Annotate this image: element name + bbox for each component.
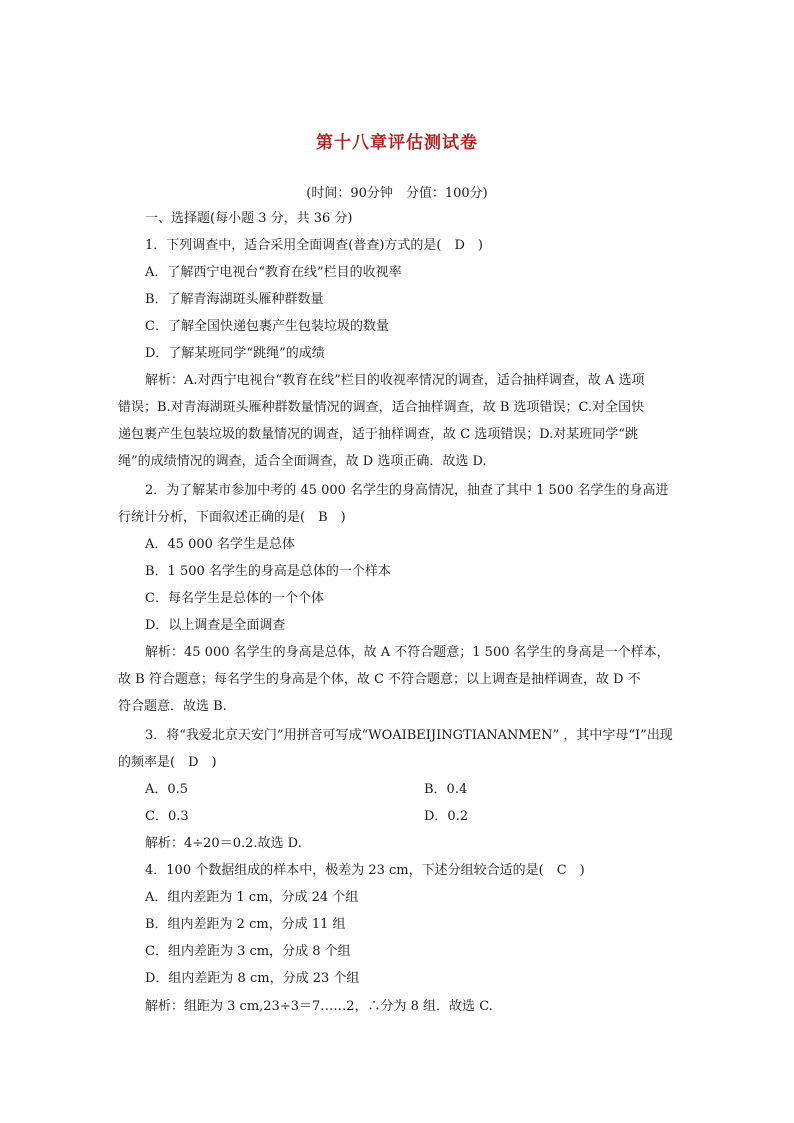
q4-option-d: D．组内差距为 8 cm，分成 23 个组 bbox=[145, 971, 360, 986]
q2-stem-1: 2．为了解某市参加中考的 45 000 名学生的身高情况，抽查了其中 1 500 名学生的身高进 bbox=[145, 483, 669, 498]
q1-explanation-3: 递包裹产生包装垃圾的数量情况的调查，适于抽样调查，故 C 选项错误；D.对某班同学“跳 bbox=[118, 427, 638, 442]
q2-explanation-2: 故 B 符合题意；每名学生的身高是个体，故 C 不符合题意；以上调查是抽样调查，故 D 不 bbox=[118, 672, 641, 687]
q4-option-a: A．组内差距为 1 cm，分成 24 个组 bbox=[145, 890, 359, 905]
q3-option-b: B．0.4 bbox=[424, 782, 468, 797]
q2-explanation-3: 符合题意．故选 B. bbox=[118, 699, 227, 714]
q4-option-c: C．组内差距为 3 cm，分成 8 个组 bbox=[145, 944, 351, 959]
section-heading: 一、选择题(每小题 3 分，共 36 分) bbox=[145, 211, 353, 226]
q3-explanation: 解析：4÷20＝0.2.故选 D. bbox=[145, 836, 302, 851]
q3-option-a: A．0.5 bbox=[145, 782, 189, 797]
q1-option-d: D．了解某班同学“跳绳”的成绩 bbox=[145, 346, 325, 361]
q3-stem-1: 3．将“我爱北京天安门”用拼音可写成“WOAIBEIJINGTIANANMEN” ，其中字母“I”出现 bbox=[145, 728, 673, 743]
q2-option-d: D．以上调查是全面调查 bbox=[145, 618, 286, 633]
q1-option-a: A．了解西宁电视台“教育在线”栏目的收视率 bbox=[145, 265, 402, 280]
q1-stem: 1．下列调查中，适合采用全面调查(普查)方式的是( D ) bbox=[145, 238, 483, 253]
q1-explanation-4: 绳”的成绩情况的调查，适合全面调查，故 D 选项正确．故选 D. bbox=[118, 454, 487, 469]
q1-option-c: C．了解全国快递包裹产生包装垃圾的数量 bbox=[145, 319, 389, 334]
q1-explanation-2: 错误；B.对青海湖斑头雁种群数量情况的调查，适合抽样调查，故 B 选项错误；C.对全国快 bbox=[118, 400, 645, 415]
q2-stem-2: 行统计分析，下面叙述正确的是( B ) bbox=[118, 510, 346, 525]
q2-option-a: A．45 000 名学生是总体 bbox=[145, 537, 296, 552]
q2-option-b: B．1 500 名学生的身高是总体的一个样本 bbox=[145, 564, 391, 579]
q4-explanation: 解析：组距为 3 cm,23÷3＝7……2，∴分为 8 组．故选 C. bbox=[145, 999, 493, 1014]
q4-option-b: B．组内差距为 2 cm，分成 11 组 bbox=[145, 917, 346, 932]
q2-option-c: C．每名学生是总体的一个个体 bbox=[145, 591, 324, 606]
page-title: 第十八章评估测试卷 bbox=[316, 133, 478, 153]
q1-explanation-1: 解析：A.对西宁电视台“教育在线”栏目的收视率情况的调查，适合抽样调查，故 A 选项 bbox=[145, 373, 645, 388]
q2-explanation-1: 解析：45 000 名学生的身高是总体，故 A 不符合题意；1 500 名学生的身高是一个样本， bbox=[145, 645, 670, 660]
exam-meta: (时间：90分钟 分值：100分) bbox=[306, 186, 488, 201]
q3-option-d: D．0.2 bbox=[424, 809, 469, 824]
q3-stem-2: 的频率是( D ) bbox=[118, 755, 217, 770]
q4-stem: 4．100 个数据组成的样本中，极差为 23 cm，下述分组较合适的是( C ) bbox=[145, 863, 585, 878]
q1-option-b: B．了解青海湖斑头雁种群数量 bbox=[145, 292, 324, 307]
q3-option-c: C．0.3 bbox=[145, 809, 189, 824]
